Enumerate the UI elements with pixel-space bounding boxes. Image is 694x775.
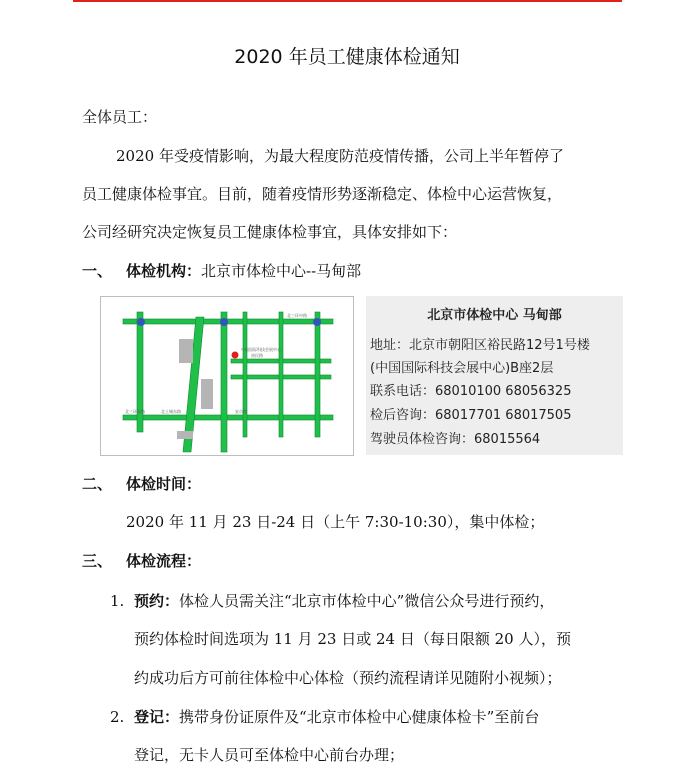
subway-icon <box>220 318 228 326</box>
map-label: 中国国际科技会展中心 <box>241 347 281 352</box>
map-label: 北土城东路 <box>161 409 181 414</box>
section-2-label-text: 体检时间： <box>126 475 202 493</box>
step-1-number: 1. <box>110 592 125 610</box>
building-block <box>179 339 193 363</box>
map-label: 安贞路 <box>235 409 247 414</box>
section-1-value: 北京市体检中心--马甸部 <box>201 262 362 280</box>
document-title: 2020 年员工健康体检通知 <box>234 46 460 68</box>
address-line-1: 地址：北京市朝阳区裕民路12号1号楼 <box>370 338 590 353</box>
subway-icon <box>313 318 321 326</box>
intro-line-1: 2020 年受疫情影响，为最大程度防范疫情传播，公司上半年暂停了 <box>116 147 564 165</box>
address-info-box <box>366 296 623 455</box>
step-1-text-1: 体检人员需关注“北京市体检中心”微信公众号进行预约， <box>179 592 555 610</box>
driver-exam-consult: 驾驶员体检咨询：68015564 <box>370 432 541 447</box>
map-label: 北三环东路 <box>125 409 145 414</box>
section-1-number: 一、 <box>82 262 113 280</box>
intro-line-2: 员工健康体检事宜。目前，随着疫情形势逐渐稳定、体检中心运营恢复， <box>82 185 563 203</box>
location-map <box>100 296 354 456</box>
post-exam-consult: 检后咨询：68017701 68017505 <box>370 408 572 423</box>
step-1-label: 预约： <box>134 592 180 610</box>
contact-phone: 联系电话：68010100 68056325 <box>370 384 572 399</box>
map-label: 裕民路 <box>251 353 263 358</box>
section-1-text <box>126 261 361 281</box>
info-box-title: 北京市体检中心 马甸部 <box>427 308 562 323</box>
step-2-number: 2. <box>110 708 125 726</box>
section-3-label <box>126 551 201 571</box>
step-1-line-1 <box>134 591 554 611</box>
step-2-label: 登记： <box>134 708 180 726</box>
step-2-line-2: 登记，无卡人员可至体检中心前台办理； <box>134 746 405 764</box>
location-pin-icon <box>232 352 239 359</box>
section-2-label <box>126 474 201 494</box>
intro-line-3: 公司经研究决定恢复员工健康体检事宜，具体安排如下： <box>82 223 458 241</box>
step-1-line-3: 约成功后方可前往体检中心体检（预约流程请详见随附小视频）； <box>134 669 562 687</box>
map-label: 北三环中路 <box>287 313 307 318</box>
subway-icon <box>137 318 145 326</box>
building-block <box>177 431 193 439</box>
section-3-label-text: 体检流程： <box>126 552 202 570</box>
building-block <box>201 379 213 409</box>
section-3-number: 三、 <box>82 552 113 570</box>
greeting: 全体员工： <box>82 108 158 126</box>
step-2-text-1: 携带身份证原件及“北京市体检中心健康体检卡”至前台 <box>179 708 540 726</box>
section-1-label: 体检机构： <box>126 262 202 280</box>
map-drawing <box>101 297 353 455</box>
address-line-2: (中国国际科技会展中心)B座2层 <box>370 361 554 376</box>
step-2-line-1 <box>134 707 539 727</box>
step-1-line-2: 预约体检时间选项为 11 月 23 日或 24 日（每日限额 20 人），预 <box>134 630 571 648</box>
section-2-number: 二、 <box>82 475 113 493</box>
exam-time-text: 2020 年 11 月 23 日-24 日（上午 7:30-10:30），集中体检； <box>126 513 545 531</box>
header-rule <box>73 0 622 2</box>
